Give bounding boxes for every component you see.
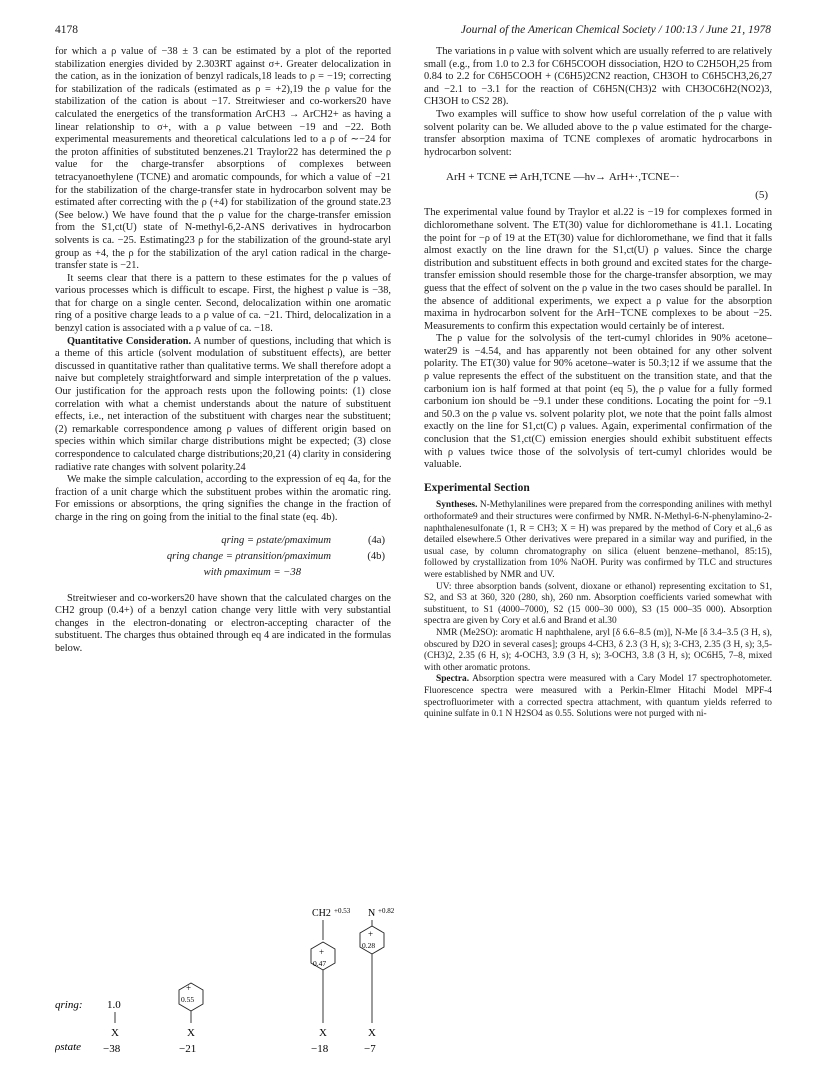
- paragraph: The ρ value for the solvolysis of the tert-cumyl chlorides in 90% acetone–water29 is −4.54, and has apparently not been obtained for any other solvent polarity. The ET(30) value for 90% acetone–water is 50.3;12 if we assume that the ρ value represents the effect of the substituent on the transition state, and that the carbonium ion is half formed at that point (eq 5), the ρ value for a fully formed carbonium ion should be −9.1 under these conditions. Locating the point for −9.1 and 50.3 on the ρ value vs. solvent polarity plot, we note that the point falls almost exactly on the line for S1,ct(C) ρ values. Again, experimental confirmation of the conclusion that the S1,ct(C) emission energies should exhibit substituent effects with ρ values twice those of the solvolysis of tert-cumyl chlorides would be valuable.: [424, 333, 772, 471]
- q-value: 1.0: [107, 999, 121, 1011]
- page-number: 4178: [55, 24, 78, 36]
- paragraph: It seems clear that there is a pattern to these estimates for the ρ values of various processes which is difficult to escape. First, the highest ρ value is −38, that for charge on a single center. Second, delocalization within one aromatic ring of a positive charge leads to a ρ value of ca. −21. Third, delocalization in a benzyl cation is associated with a ρ value of ca. −18.: [55, 272, 391, 335]
- subsection-heading: Syntheses.: [436, 500, 478, 511]
- paragraph: UV: three absorption bands (solvent, dioxane or ethanol) representing excitation to S1, S2, and S3 at 360, 320 (280, sh), 260 nm. Absorption coefficients varied somewhat with substituent, to S1 (4000–7000), S2 (15 000–30 000), S3 (15 000–35 000). Absorption spectra are given by Cory et al.6 and Brand et al.30: [424, 581, 772, 627]
- paragraph: Spectra. Absorption spectra were measured with a Cary Model 17 spectrophotometer. Fluorescence spectra were measured with a Perkin-Elmer Hitachi Model MPF-4 spectrofluorimeter with a corrected spectra attachment, with quantum yields referred to quinine sulfate in 0.1 N H2SO4 as 0.55. Solutions were not purged with ni-: [424, 674, 772, 720]
- paragraph: We make the simple calculation, according to the expression of eq 4a, for the fraction of a unit charge which the substituent probes within the aromatic ring. For emissions or absorptions, the qring signifies the change in the fraction of charge in the ring on going from the initial to the final state (eq. 4b).: [55, 474, 391, 523]
- paragraph-text: A number of questions, including that which is a theme of this article (solvent modulation of substituent effects), are better discussed in quantitative rather than qualitative terms. We shall therefore adopt a naive but completely straightforward and simple interpretation of the ρ values. Our justification for the approach rests upon the following points: (1) close correlation with what a chemist understands about the nature of substituent effects, i.e., net interaction of the substituent with charges near the substituent; (2) remarkable correspondence among ρ values of different origin based on species within which similar charge distributions might be expected; (3) close correspondence to calculated charge distributions;20,21 (4) clarity in considering radiative rate changes with solvent polarity.24: [55, 335, 391, 473]
- experimental-section: [424, 500, 772, 720]
- rho-value: −7: [364, 1043, 376, 1055]
- rho-value: −18: [311, 1043, 329, 1055]
- journal-citation: Journal of the American Chemical Society / 100:13 / June 21, 1978: [460, 24, 771, 36]
- ch2-charge: +0.53: [334, 907, 351, 915]
- plus-sign: +: [186, 983, 192, 993]
- pstate-label: ρstate: [55, 1041, 82, 1053]
- section-heading: Quantitative Consideration.: [67, 335, 192, 347]
- plus-sign: +: [319, 947, 325, 957]
- page-header: [55, 24, 771, 40]
- substituent-label: X: [319, 1027, 327, 1039]
- paragraph: Syntheses. N-Methylanilines were prepared from the corresponding anilines with methyl orthoformate9 and their structures were confirmed by NMR. N-Methyl-6-N-phenylamino-2-naphthalenesulfonate (1, R = CH3; X = H) was prepared by the method of Cory et al.,6 as detailed elsewhere.5 Other derivatives were prepared in a similar way and purified, in the usual case, by column chromatography on silica (eluent benzene–methanol, 85:15), followed by crystallization from 10% NaOH. Purity was confirmed by TLC and structures were established by NMR and UV.: [424, 500, 772, 580]
- subsection-heading: Spectra.: [436, 674, 470, 685]
- paragraph: Two examples will suffice to show how useful correlation of the ρ value with solvent polarity can be. We alluded above to the ρ value estimated for the charge-transfer absorption maxima of TCNE complexes of aromatic hydrocarbons in hydrocarbon solvent:: [424, 108, 772, 158]
- structure-4: [340, 880, 410, 1065]
- rho-value: −38: [103, 1043, 121, 1055]
- paragraph: The experimental value found by Traylor et al.22 is −19 for complexes formed in dichloromethane solvent. The ET(30) value for dichloromethane is 41.1. Locating the point for −ρ of 19 at the ET(30) value for dichloromethane, we find that it falls almost exactly on the line drawn for the S1,ct(U) ρ values. Since the charge distribution and substituent effects in both ground and excited states for the charge-transfer emission should resemble those for the charge-transfer absorption, we may guess that the effect of solvent on the ρ value in the two cases should be parallel. In the absence of additional experiments, we expect a ρ value for the absorption maxima in hydrocarbon solvent for the ArH−TCNE complexes to be about −25. Measurements to confirm this expectation would certainly be of interest.: [424, 207, 772, 332]
- left-column: [55, 46, 391, 656]
- ch2-group: CH2: [312, 908, 331, 919]
- substituent-label: X: [368, 1027, 376, 1039]
- n-atom: N: [368, 908, 376, 919]
- equation-5: ArH + TCNE ⇌ ArH,TCNE —hν→ ArH+·,TCNE−· (5): [446, 171, 768, 202]
- equation-4b: qring change = ρtransition/ρmaximum (4b): [166, 550, 385, 562]
- plus-sign: +: [368, 929, 374, 939]
- equation-4c: with ρmaximum = −38: [203, 566, 301, 578]
- paragraph: for which a ρ value of −38 ± 3 can be estimated by a plot of the reported stabilization energies divided by 2.303RT against σ+. Greater delocalization in the cation, as in the ionization of benzyl radicals,18 leads to ρ = −19; correcting for stabilization of the radicals (estimated as ρ = +2),19 the ρ value for the stabilization of the cation is about −17. Streitwieser and co-workers20 have calculated the energetics of the transformation ArCH3 → ArCH2+ as having a linear relationship to σ+, with a ρ value between −19 and −22. Both experimental measurements and theoretical calculations led to a ρ of ∼−24 for the proton affinities of substituted benzenes.21 Traylor22 has determined the ρ value for the charge-transfer absorptions of complexes between tetracyanoethylene (TCNE) and aromatic compounds, for which a value of −21 for the stabilization of the charge-transfer state in hydrocarbon solvent may be estimated after correcting with the ρ (+4) for stabilization of the ground state.23 (See below.) We have found that the ρ value for the charge-transfer emission from the S1,ct(U) state of N-methyl-6,2-ANS derivatives in hydrocarbon solvents is ca. −25. Estimating23 ρ for the stabilization of the ground-state aryl group as +4, the ρ for the stabilization of the aryl cation radical in the charge-transfer state is −21.: [55, 46, 391, 272]
- right-column: [424, 46, 772, 721]
- paragraph: Streitwieser and co-workers20 have shown that the calculated charges on the CH2 group (0.4+) of a benzyl cation change very little with very substantial changes in the electron-donating or electron-accepting character of the substituent. The charges thus obtained through eq 4 are indicated in the formulas below.: [55, 592, 391, 654]
- n-charge: +0.82: [378, 907, 395, 915]
- q-value: 0.28: [362, 941, 376, 950]
- q-value: 0.55: [181, 995, 195, 1004]
- substituent-label: X: [111, 1027, 119, 1039]
- rho-value: −21: [179, 1043, 197, 1055]
- q-value: 0.47: [313, 959, 327, 968]
- section-title: Experimental Section: [424, 481, 530, 494]
- paragraph: [55, 336, 391, 475]
- paragraph: The variations in ρ value with solvent which are usually referred to are relatively small (e.g., from 1.0 to 2.3 for C6H5COOH dissociation, H2O to C2H5OH,25 from 0.84 to 2.2 for C6H5COOH + (C6H5)2CN2 reaction, CH3OH to C6H5CH3,26,27 and −2.1 to −3.1 for the reaction of C6H5N(CH3)2 with CH3OC6H2(NO2)3, CH3OH to CS2 28).: [424, 46, 772, 108]
- equation-4a: qring = ρstate/ρmaximum (4a): [221, 534, 385, 546]
- substituent-label: X: [187, 1027, 195, 1039]
- paragraph: NMR (Me2SO): aromatic H naphthalene, aryl [δ 6.6–8.5 (m)], N-Me [δ 3.4–3.5 (3 H, s), obscured by D2O in several cases]; groups 4-CH3, δ 2.3 (3 H, s); 3-CH3, 2.35 (3 H, s); 3,5-(CH3)2, 2.35 (6 H, s); 4-OCH3, 3.9 (3 H, s); 3-OCH3, 3.8 (3 H, s); OC6H5, 7–8, mixed with other aromatic protons.: [424, 627, 772, 673]
- qring-label: qring:: [55, 999, 83, 1011]
